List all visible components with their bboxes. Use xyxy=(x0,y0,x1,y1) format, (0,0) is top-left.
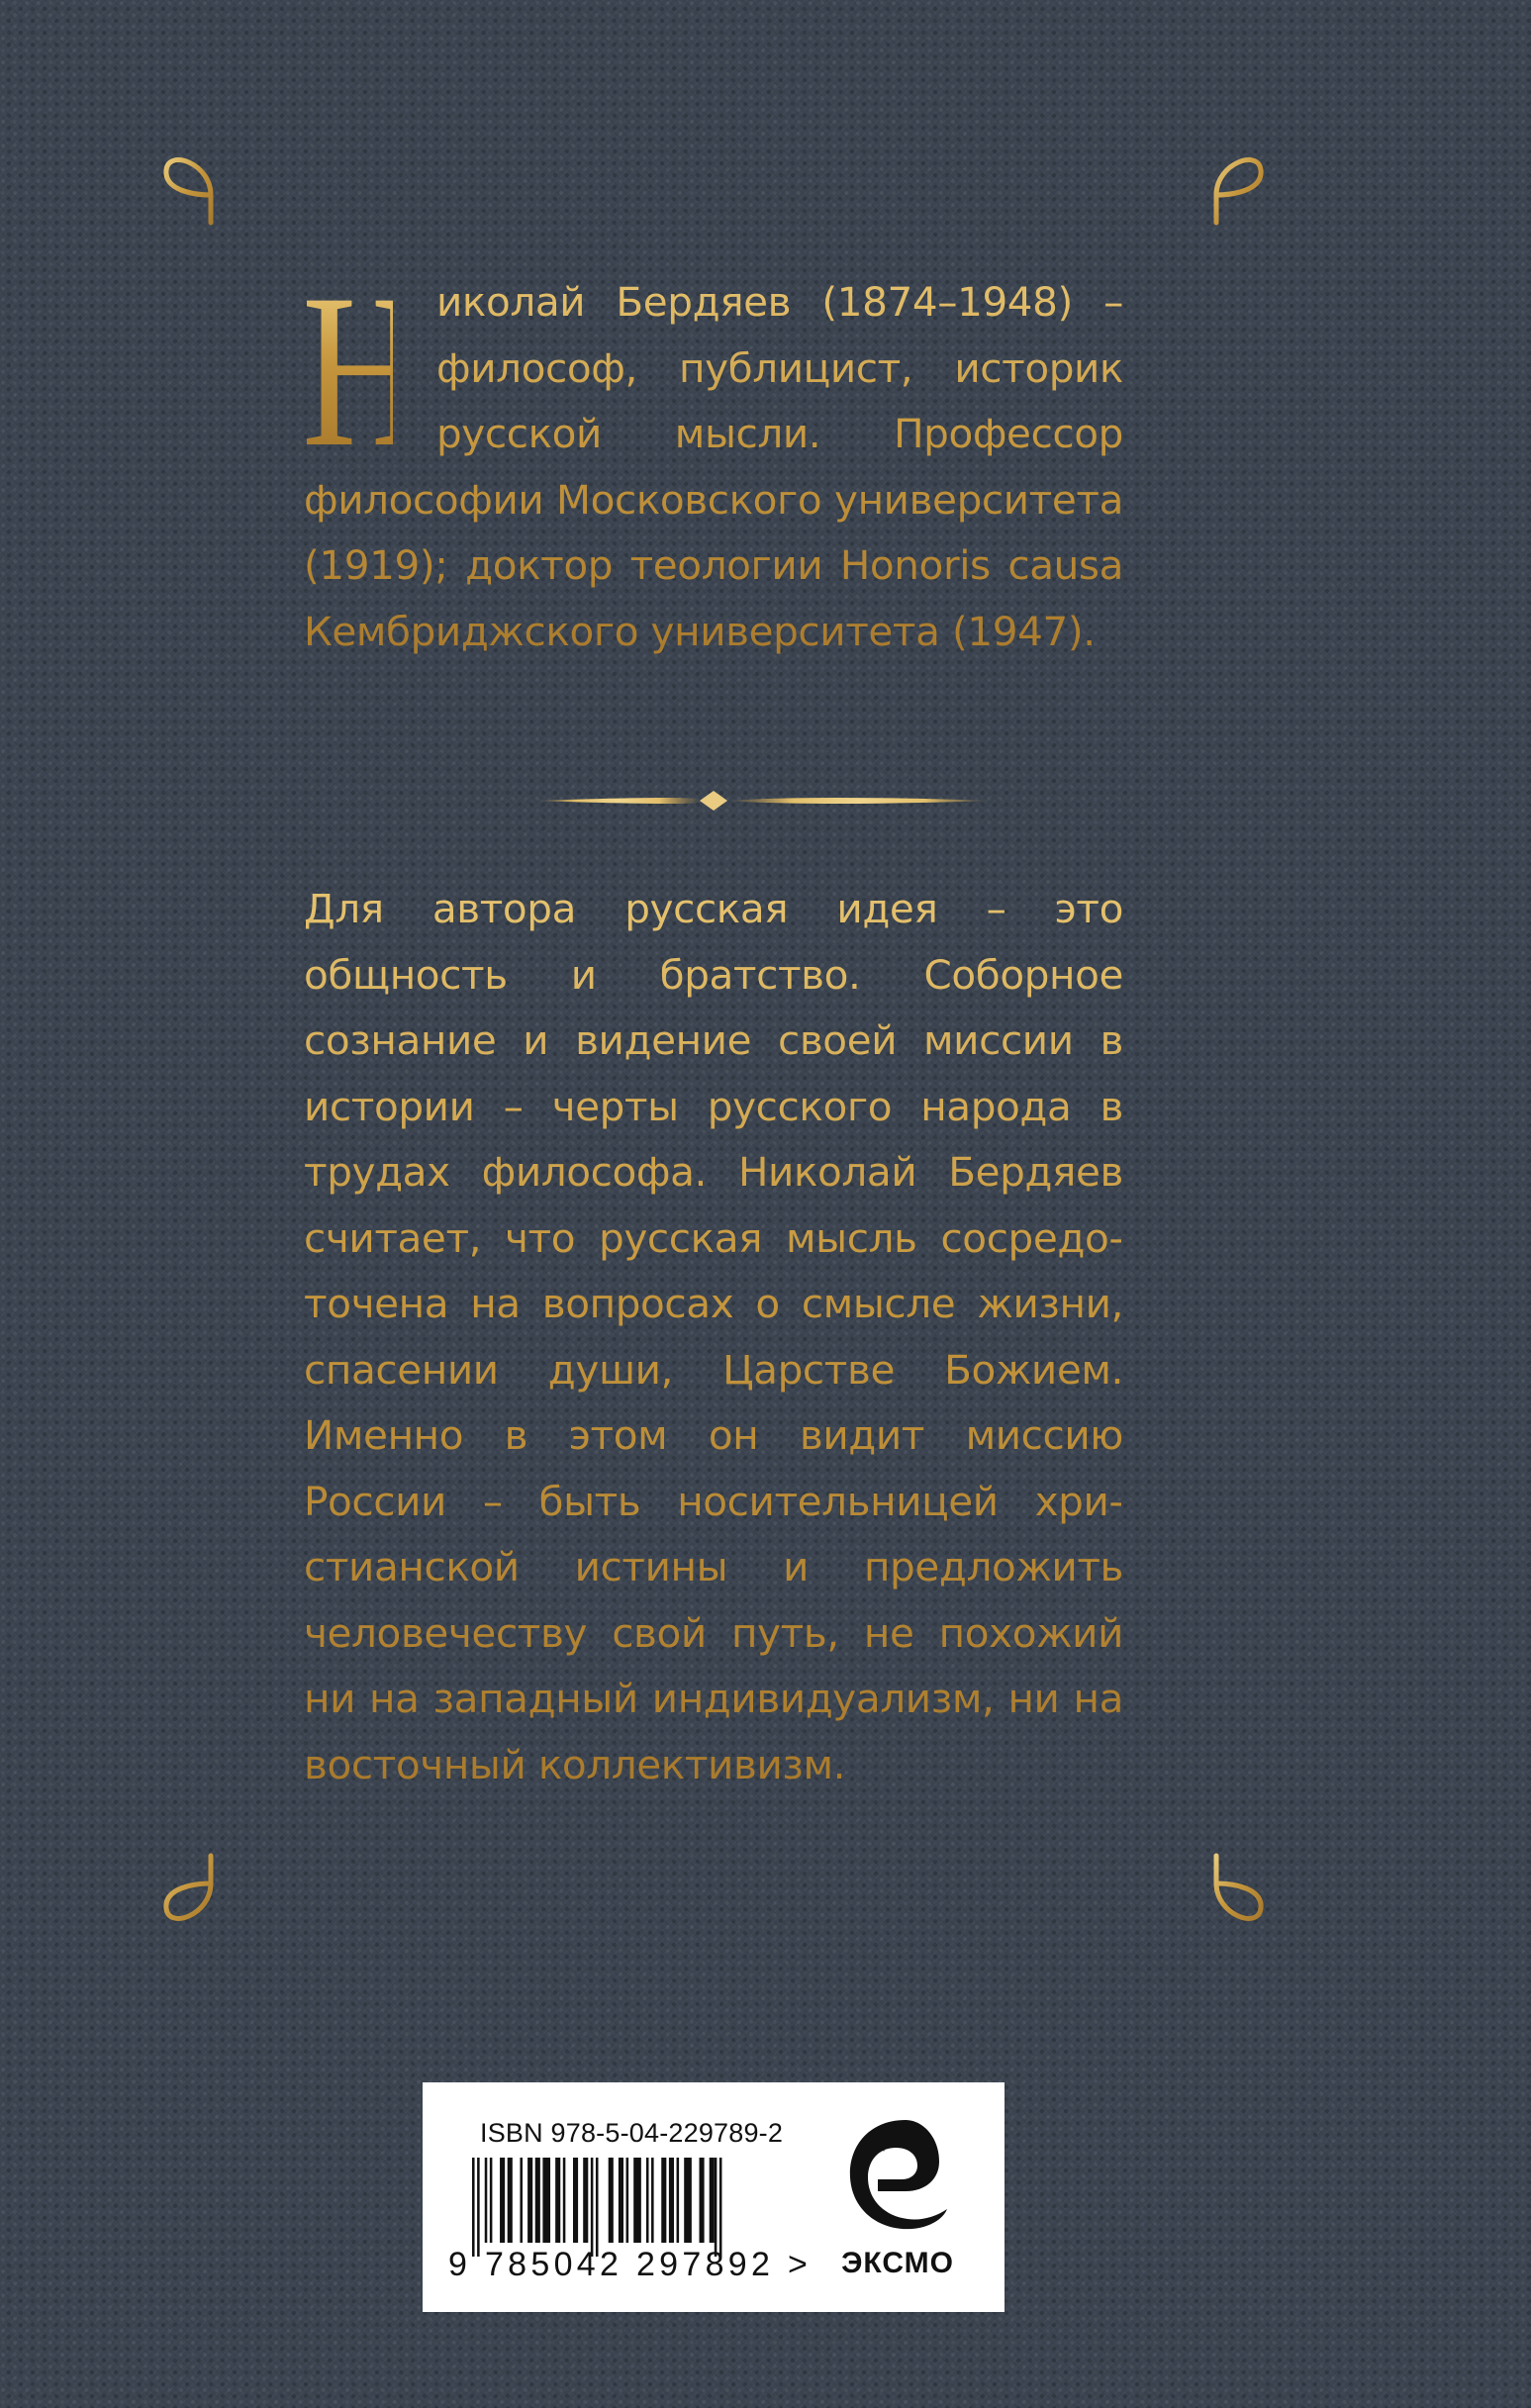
section-divider xyxy=(534,791,992,811)
book-description-text: Для автора русская идея – это общность и братство. Соборное сознание и видение своей миссии в истории – черты русского народа в трудах философа. Николай Бердяев считает, что русская мысль сосредоточена на вопросах о смысле жизни, спасении души, Царстве Божием. Именно в этом он видит миссию России – быть носительницей христианской истины и предложить человечеству свой путь, не похожий ни на западный индивидуализм, ни на восточный коллективизм. xyxy=(304,876,1123,1797)
author-bio xyxy=(302,249,1123,664)
publisher-name: ЭКСМО xyxy=(841,2247,954,2279)
book-description xyxy=(304,876,1123,1797)
barcode-panel xyxy=(423,2082,1005,2312)
divider-diamond-icon xyxy=(700,791,727,811)
drop-cap-letter: Н xyxy=(302,249,427,493)
barcode-digits: 9 785042 297892 > xyxy=(448,2246,813,2283)
author-bio-text: иколай Бердяев (1874–1948) – философ, публицист, историк русской мысли. Профессор философии Московского университета (1919); доктор теологии Honoris causa Кембриджского университета (1947). xyxy=(304,269,1123,664)
isbn-label: ISBN 978-5-04-229789-2 xyxy=(480,2118,784,2148)
eksmo-logo-icon xyxy=(844,2112,953,2239)
